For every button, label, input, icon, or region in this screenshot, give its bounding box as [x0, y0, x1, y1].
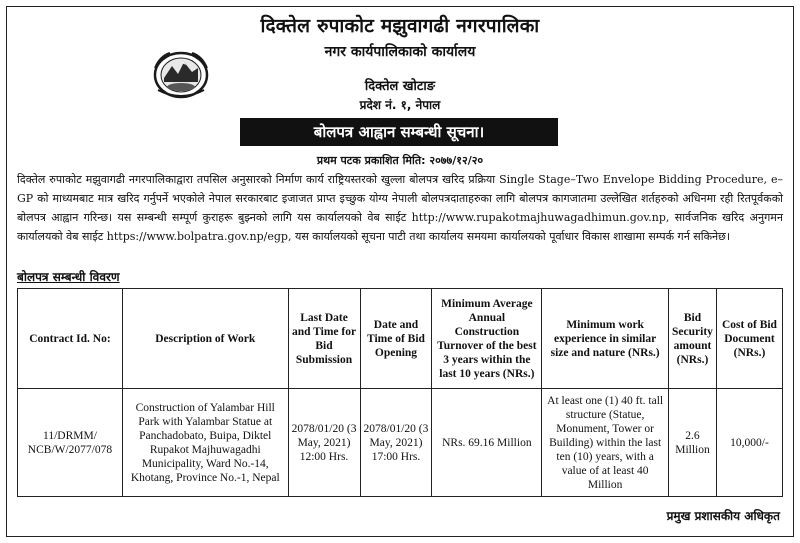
header-experience: Minimum work experience in similar size and nature (NRs.)	[542, 289, 669, 389]
header-contract-id: Contract Id. No:	[18, 289, 123, 389]
table-header-row	[18, 289, 783, 389]
section-title: बोलपत्र सम्बन्धी विवरण	[17, 270, 120, 284]
cell-turnover: NRs. 69.16 Million	[432, 389, 542, 497]
municipality-title: दिक्तेल रुपाकोट मझुवागढी नगरपालिका	[260, 15, 540, 37]
header-turnover: Minimum Average Annual Construction Turnover of the best 3 years within the last 10 years (NRs.)	[432, 289, 542, 389]
header-security: Bid Security amount (NRs.)	[668, 289, 716, 389]
cell-cost: 10,000/-	[716, 389, 782, 497]
notice-header	[0, 12, 800, 61]
cell-security: 2.6 Million	[668, 389, 716, 497]
bid-details-table	[17, 288, 783, 497]
notice-title-banner: बोलपत्र आह्वान सम्बन्धी सूचना।	[240, 118, 558, 146]
province-title: प्रदेश नं. १, नेपाल	[359, 98, 441, 112]
header-cost: Cost of Bid Document (NRs.)	[716, 289, 782, 389]
header-submission: Last Date and Time for Bid Submission	[288, 289, 360, 389]
cell-experience: At least one (1) 40 ft. tall structure (Statue, Monument, Tower or Building) within the last ten (10) years, with a value of at least 40 Million	[542, 389, 669, 497]
notice-body-text: दिक्तेल रुपाकोट मझुवागढी नगरपालिकाद्वारा तपसिल अनुसारको निर्माण कार्य राष्ट्रियस्तरको खुल्ला बोलपत्र खरिद प्रक्रिया Single Stage–Two Envelope Bidding Procedure, e–GP को माध्यमबाट मात्र खरिद गर्नुपर्ने भएकोले नेपाल सरकारबाट इजाजत प्राप्त इच्छुक योग्य नेपाली बोलपत्रदाताहरुका लागि बोलपत्र कागजातमा उल्लेखित शर्तहरुको अधिनमा रही रितपूर्वकको बोलपत्र आह्वान गरिन्छ। यस सम्बन्धी सम्पूर्ण कुराहरू बुझ्नको लागि यस कार्यालयको वेब साईट http://www.rupakotmajhuwagadhimun.gov.np, सार्वजनिक खरिद अनुगमन कार्यालयको वेब साईट https://www.bolpatra.gov.np/egp, यस कार्यालयको सूचना पाटी तथा कार्यालय समयमा कार्यालयको पूर्वाधार विकास शाखामा सम्पर्क गर्न सकिनेछ।	[17, 173, 783, 243]
cell-opening: 2078/01/20 (3 May, 2021) 17:00 Hrs.	[360, 389, 432, 497]
header-opening: Date and Time of Bid Opening	[360, 289, 432, 389]
table-row	[18, 389, 783, 497]
cell-description: Construction of Yalambar Hill Park with Yalambar Statue at Panchadobato, Buipa, Diktel Rupakot Majhuwagadhi Municipality, Ward No.-14, Khotang, Province No.-1, Nepal	[122, 389, 288, 497]
signature: प्रमुख प्रशासकीय अधिकृत	[666, 509, 780, 523]
header-description: Description of Work	[122, 289, 288, 389]
cell-contract-id: 11/DRMM/ NCB/W/2077/078	[18, 389, 123, 497]
published-date: प्रथम पटक प्रकाशित मिति: २०७७/१२/२०	[316, 154, 484, 167]
office-title: नगर कार्यपालिकाको कार्यालय	[324, 44, 476, 60]
cell-submission: 2078/01/20 (3 May, 2021) 12:00 Hrs.	[288, 389, 360, 497]
place-title: दिक्तेल खोटाङ	[364, 79, 436, 94]
